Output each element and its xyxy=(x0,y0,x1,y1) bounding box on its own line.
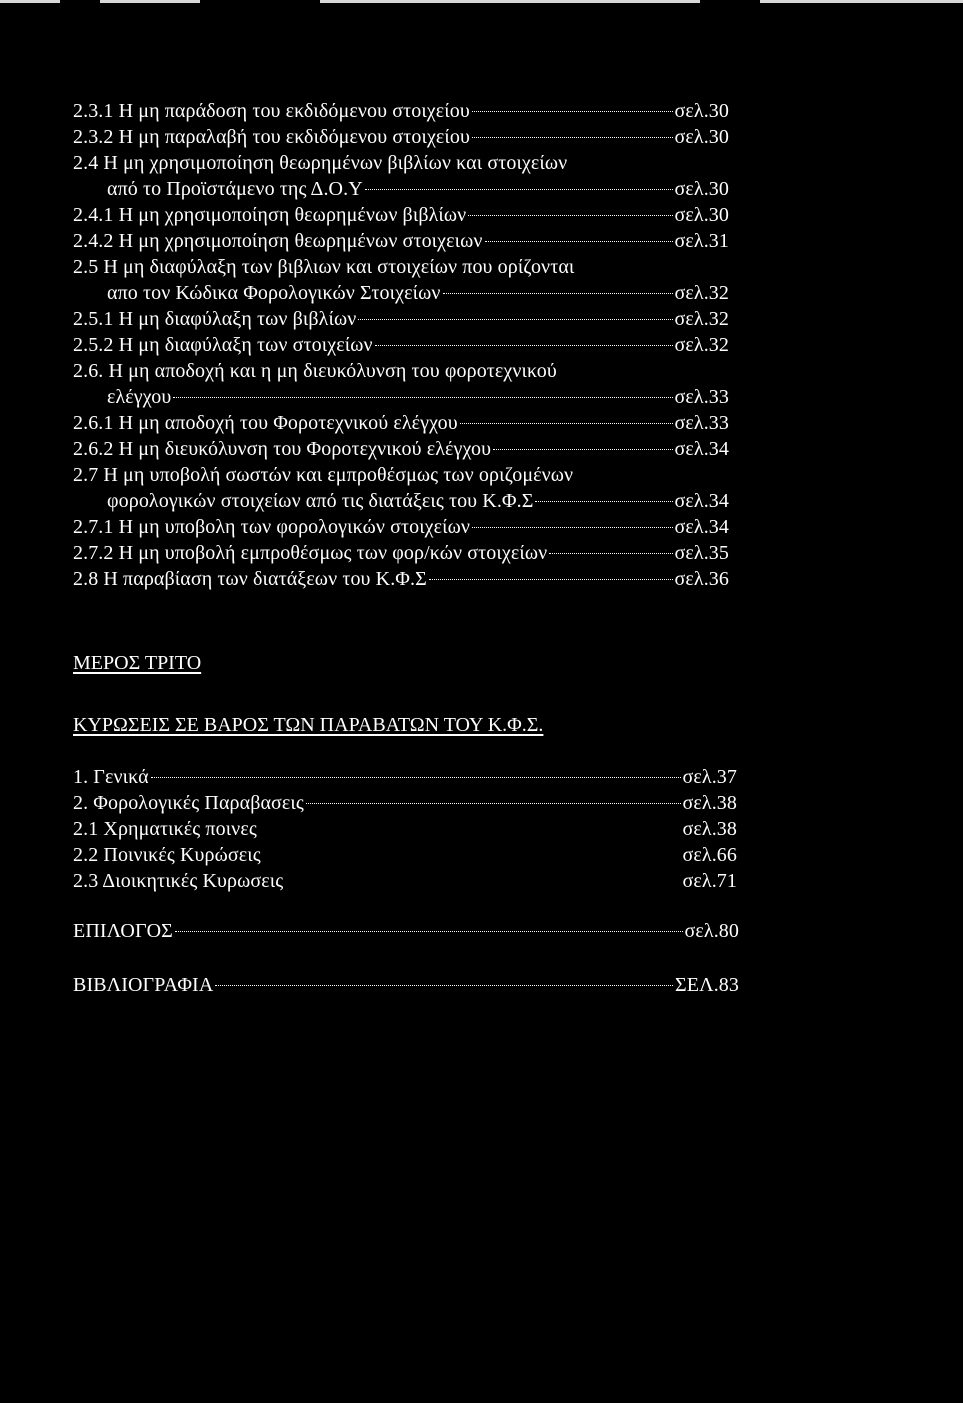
toc-entry-label: 2.7.1 Η μη υποβολη των φορολογικών στοιχείων xyxy=(73,516,471,538)
toc-entry xyxy=(73,842,737,868)
dot-leader xyxy=(443,293,673,294)
toc-entry xyxy=(73,124,729,150)
toc-entry-label: 1. Γενικά xyxy=(73,766,149,788)
toc-entry-page: σελ.71 xyxy=(682,870,737,892)
scan-edge-gap xyxy=(60,0,100,3)
toc-entry-label: 2.6.1 Η μη αποδοχή του Φοροτεχνικού ελέγχου xyxy=(73,412,458,434)
part-three-subheading: ΚΥΡΩΣΕΙΣ ΣΕ ΒΑΡΟΣ ΤΩΝ ΠΑΡΑΒΑΤΩΝ ΤΟΥ Κ.Φ.Σ. xyxy=(73,714,544,736)
toc-entry xyxy=(73,790,737,816)
dot-leader xyxy=(472,137,673,138)
toc-entry-label: απο τον Κώδικα Φορολογικών Στοιχείων xyxy=(107,282,441,304)
dot-leader xyxy=(365,189,673,190)
dot-leader xyxy=(263,855,681,856)
dot-leader xyxy=(549,553,672,554)
dot-leader xyxy=(472,111,673,112)
toc-entry xyxy=(73,816,737,842)
toc-entry xyxy=(107,384,729,410)
toc-entry-label: ελέγχου xyxy=(107,386,172,408)
toc-entry-label: ΒΙΒΛΙΟΓΡΑΦΙΑ xyxy=(73,974,214,996)
toc-entry-label: 2.6. Η μη αποδοχή και η μη διευκόλυνση του φοροτεχνικού xyxy=(73,360,557,382)
toc-entry-label: φορολογικών στοιχείων από τις διατάξεις του Κ.Φ.Σ xyxy=(107,490,534,512)
dot-leader xyxy=(215,985,673,986)
toc-entry-page: σελ.38 xyxy=(682,792,737,814)
toc-entry-label: 2.2 Ποινικές Κυρώσεις xyxy=(73,844,261,866)
dot-leader xyxy=(485,241,673,242)
toc-entry-page: σελ.31 xyxy=(674,230,729,252)
toc-entry-label: 2.7.2 Η μη υποβολή εμπροθέσμως των φορ/κών στοιχείων xyxy=(73,542,548,564)
toc-entry-bibliography xyxy=(73,972,739,998)
toc-entry-label: 2.4 Η μη χρησιμοποίηση θεωρημένων βιβλίων και στοιχείων xyxy=(73,152,568,174)
toc-entry-epilogue xyxy=(73,918,739,944)
toc-entry xyxy=(107,176,729,202)
toc-entry-page: σελ.30 xyxy=(674,178,729,200)
toc-entry xyxy=(73,150,567,176)
toc-entry xyxy=(73,228,729,254)
part-three-heading: ΜΕΡΟΣ ΤΡΙΤΟ xyxy=(73,652,202,674)
dot-leader xyxy=(259,829,681,830)
toc-entry-page: σελ.30 xyxy=(674,204,729,226)
toc-entry-label: 2.5.2 Η μη διαφύλαξη των στοιχείων xyxy=(73,334,373,356)
toc-entry-page: σελ.32 xyxy=(674,334,729,356)
scan-edge-gap xyxy=(700,0,760,3)
toc-entry-page: σελ.32 xyxy=(674,282,729,304)
toc-entry xyxy=(73,514,729,540)
toc-entry xyxy=(107,280,729,306)
toc-entry-page: ΣΕΛ.83 xyxy=(675,974,739,996)
toc-entry-label: 2. Φορολογικές Παραβασεις xyxy=(73,792,304,814)
toc-entry xyxy=(73,436,729,462)
dot-leader xyxy=(173,397,672,398)
scan-edge-gap xyxy=(200,0,320,3)
toc-entry xyxy=(73,566,729,592)
toc-entry-label: 2.3.1 Η μη παράδοση του εκδιδόμενου στοιχείου xyxy=(73,100,470,122)
dot-leader xyxy=(429,579,673,580)
dot-leader xyxy=(493,449,672,450)
toc-entry xyxy=(73,764,737,790)
toc-entry-page: σελ.32 xyxy=(674,308,729,330)
toc-entry xyxy=(107,488,729,514)
toc-entry xyxy=(73,358,557,384)
dot-leader xyxy=(460,423,673,424)
toc-entry xyxy=(73,462,573,488)
dot-leader xyxy=(358,319,672,320)
toc-entry-label: 2.7 Η μη υποβολή σωστών και εμπροθέσμως των οριζομένων xyxy=(73,464,574,486)
dot-leader xyxy=(285,881,680,882)
dot-leader xyxy=(472,527,672,528)
toc-entry-label: 2.3.2 Η μη παραλαβή του εκδιδόμενου στοιχείου xyxy=(73,126,470,148)
toc-entry-page: σελ.34 xyxy=(674,490,729,512)
toc-entry-label: 2.5.1 Η μη διαφύλαξη των βιβλίων xyxy=(73,308,357,330)
toc-entry-page: σελ.33 xyxy=(674,412,729,434)
scan-top-edge xyxy=(0,0,963,3)
toc-entry-label: ΕΠΙΛΟΓΟΣ xyxy=(73,920,173,942)
dot-leader xyxy=(468,215,672,216)
toc-entry-page: σελ.34 xyxy=(674,516,729,538)
toc-entry-label: από το Προϊστάμενο της Δ.Ο.Υ xyxy=(107,178,363,200)
toc-entry xyxy=(73,202,729,228)
toc-entry-label: 2.5 Η μη διαφύλαξη των βιβλιων και στοιχείων που ορίζονται xyxy=(73,256,575,278)
toc-entry xyxy=(73,98,729,124)
toc-entry-page: σελ.35 xyxy=(674,542,729,564)
toc-entry-page: σελ.30 xyxy=(674,100,729,122)
dot-leader xyxy=(151,777,681,778)
toc-entry-label: 2.6.2 Η μη διευκόλυνση του Φοροτεχνικού ελέγχου xyxy=(73,438,492,460)
toc-entry xyxy=(73,306,729,332)
toc-entry-page: σελ.33 xyxy=(674,386,729,408)
toc-entry-page: σελ.34 xyxy=(674,438,729,460)
toc-entry-label: 2.4.2 Η μη χρησιμοποίηση θεωρημένων στοιχειων xyxy=(73,230,483,252)
toc-entry xyxy=(73,410,729,436)
dot-leader xyxy=(375,345,673,346)
toc-entry xyxy=(73,540,729,566)
dot-leader xyxy=(306,803,681,804)
toc-entry-page: σελ.30 xyxy=(674,126,729,148)
toc-entry-page: σελ.80 xyxy=(684,920,739,942)
toc-entry xyxy=(73,254,574,280)
toc-entry-label: 2.8 Η παραβίαση των διατάξεων του Κ.Φ.Σ xyxy=(73,568,427,590)
toc-entry-page: σελ.66 xyxy=(682,844,737,866)
toc-entry-label: 2.4.1 Η μη χρησιμοποίηση θεωρημένων βιβλίων xyxy=(73,204,467,226)
toc-entry-page: σελ.37 xyxy=(682,766,737,788)
toc-entry-page: σελ.38 xyxy=(682,818,737,840)
dot-leader xyxy=(175,931,683,932)
toc-entry-label: 2.3 Διοικητικές Κυρωσεις xyxy=(73,870,284,892)
toc-entry xyxy=(73,332,729,358)
toc-entry xyxy=(73,868,737,894)
toc-entry-page: σελ.36 xyxy=(674,568,729,590)
dot-leader xyxy=(535,501,672,502)
toc-entry-label: 2.1 Χρηματικές ποινες xyxy=(73,818,257,840)
